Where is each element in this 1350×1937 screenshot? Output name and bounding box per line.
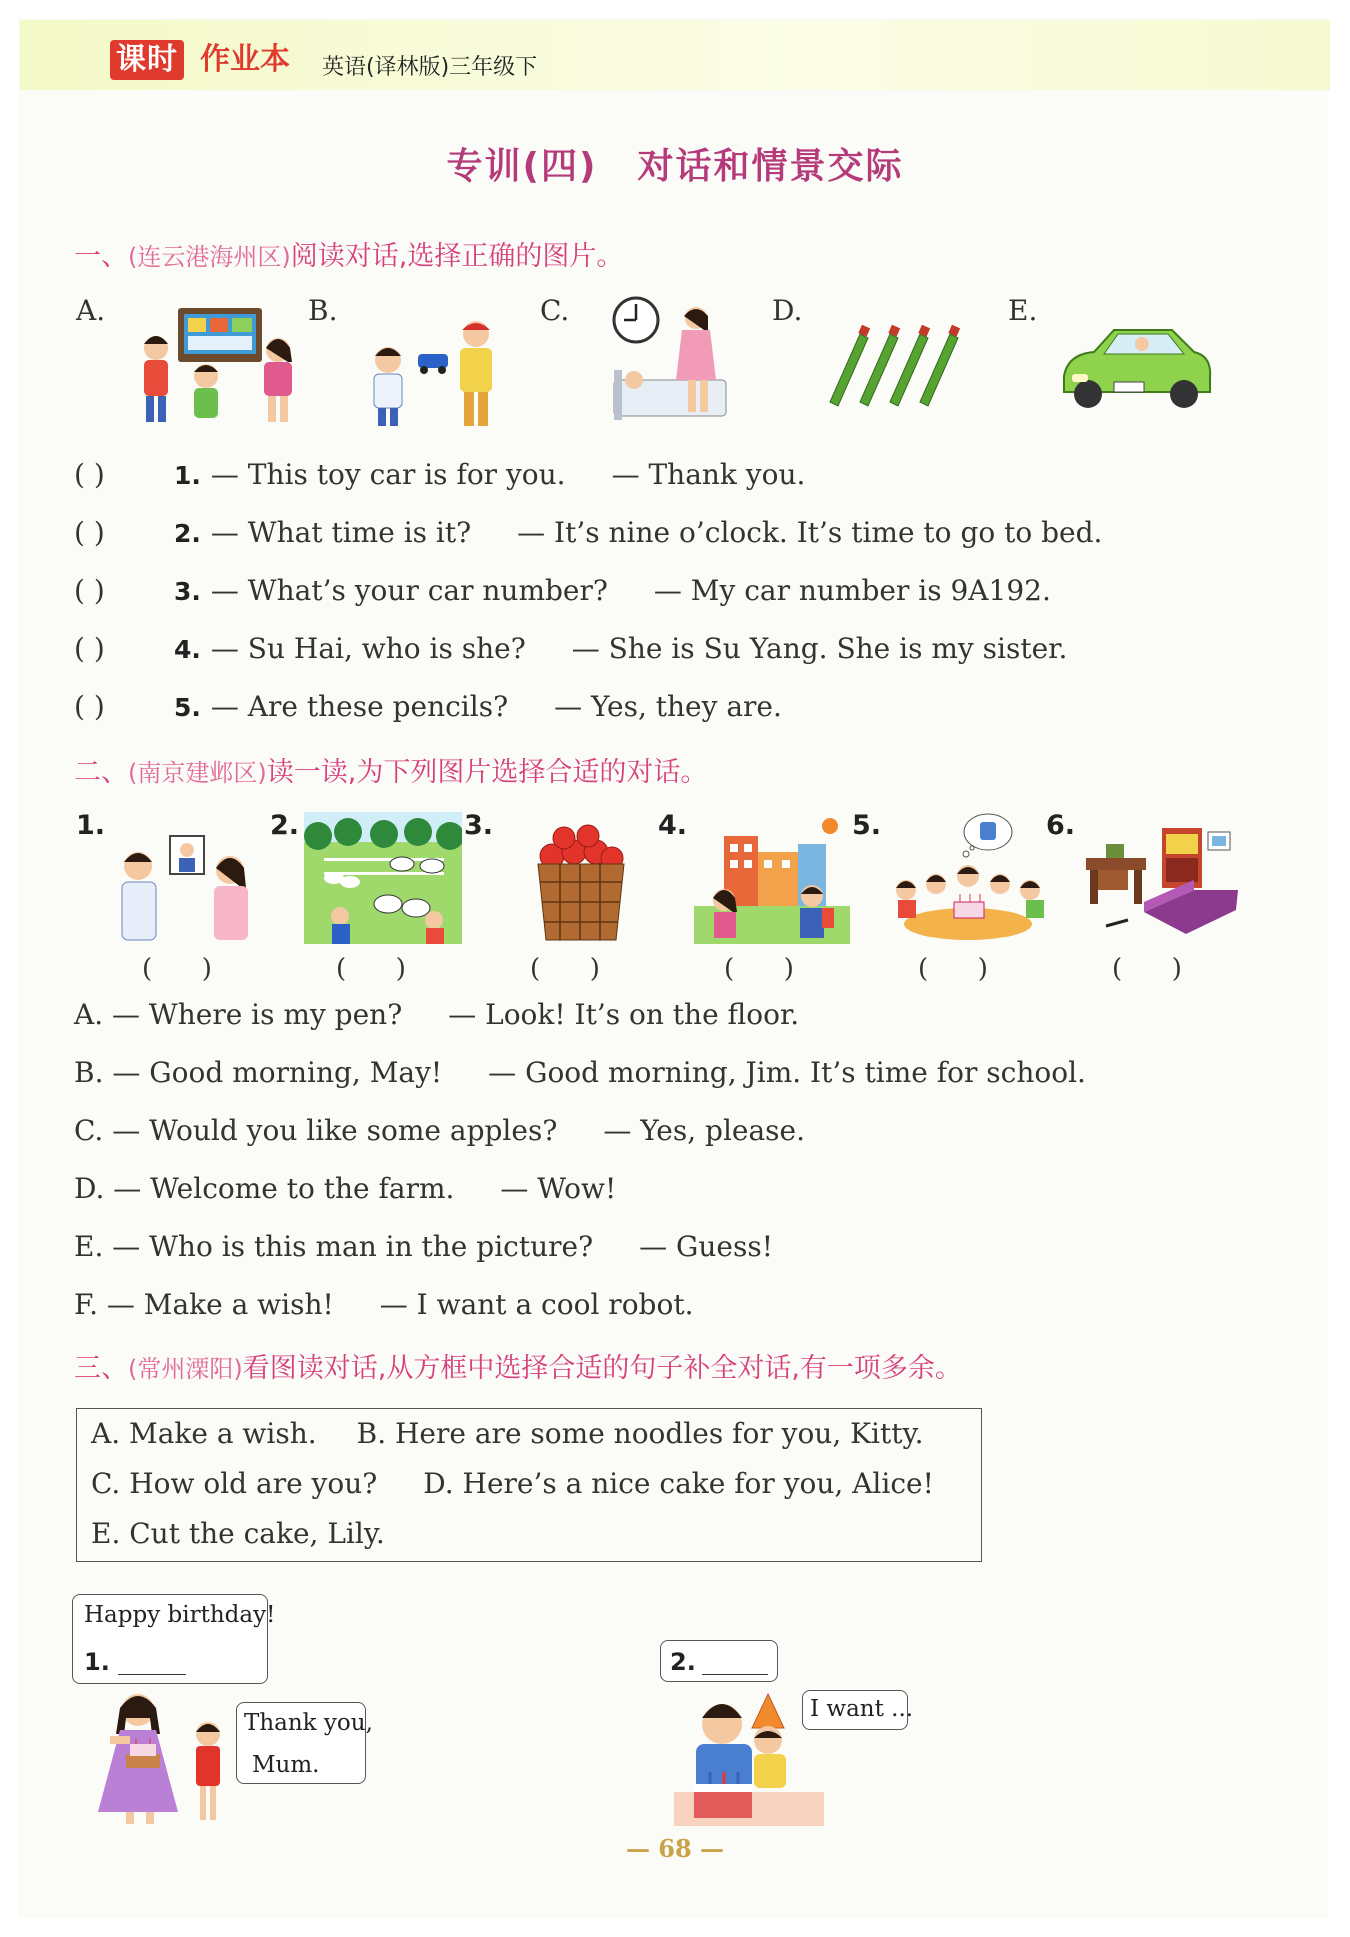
page-title <box>0 138 1350 189</box>
picture-label-a: A. <box>76 294 106 327</box>
answer-blank-2[interactable]: ( ) <box>74 516 105 549</box>
s2-answer-blank-3[interactable]: ( ) <box>530 954 600 984</box>
scene1-bubble-text: Happy birthday! <box>84 1602 276 1628</box>
s2-picture-2-farm <box>304 812 462 944</box>
s2-answer-blank-6[interactable]: ( ) <box>1112 954 1182 984</box>
picture-label-e: E. <box>1008 294 1038 327</box>
picture-label-b: B. <box>308 294 338 327</box>
scene2-answer-line[interactable] <box>702 1674 768 1675</box>
scene1-mother-and-girl-with-cake <box>96 1690 246 1826</box>
sentence-option-box <box>76 1408 982 1562</box>
s2-picture-1-photo-guess <box>110 826 270 944</box>
answer-blank-5[interactable]: ( ) <box>74 690 105 723</box>
s2-option-e: E. — Who is this man in the picture? — Guess! <box>74 1230 773 1263</box>
s2-option-f: F. — Make a wish! — I want a cool robot. <box>74 1288 694 1321</box>
scene1-blank-num: 1. <box>84 1648 110 1676</box>
answer-blank-3[interactable]: ( ) <box>74 574 105 607</box>
answer-blank-4[interactable]: ( ) <box>74 632 105 665</box>
s1-question-4: ( ) 4. — Su Hai, who is she? — She is Su Yang. She is my sister. <box>74 632 1068 665</box>
title-right: 对话和情景交际 <box>637 146 904 187</box>
scene1-reply-line2: Mum. <box>252 1752 320 1778</box>
s2-option-d: D. — Welcome to the farm. — Wow! <box>74 1172 617 1205</box>
s2-picture-4-school-morning <box>694 816 850 944</box>
s2-picture-num-1: 1. <box>76 810 106 841</box>
s1-question-1: ( ) 1. — This toy car is for you. — Thank you. <box>74 458 806 491</box>
picture-a-kids-at-board <box>128 300 308 428</box>
picture-b-giving-toy-car <box>358 308 508 428</box>
s2-picture-5-birthday-wish <box>888 812 1048 944</box>
picture-label-d: D. <box>772 294 803 327</box>
picture-label-c: C. <box>540 294 570 327</box>
book-subtitle: 英语(译林版)三年级下 <box>322 55 538 80</box>
section1-heading: 一、(连云港海州区)阅读对话,选择正确的图片。 <box>74 241 624 272</box>
picture-d-pencils <box>820 320 980 410</box>
scene1-reply-line1: Thank you, <box>244 1710 373 1736</box>
picture-e-green-car <box>1056 316 1216 416</box>
section2-heading: 二、(南京建邺区)读一读,为下列图片选择合适的对话。 <box>74 757 708 788</box>
s2-picture-num-6: 6. <box>1046 810 1076 841</box>
section1-region: (连云港海州区) <box>128 243 291 271</box>
scene1-answer-line[interactable] <box>118 1674 186 1675</box>
title-left: 专训(四) <box>446 146 598 187</box>
scene2-reply-text: I want ... <box>810 1696 914 1722</box>
picture-c-bedtime-clock <box>612 294 742 424</box>
s2-picture-num-3: 3. <box>464 810 494 841</box>
section3-heading: 三、(常州溧阳)看图读对话,从方框中选择合适的句子补全对话,有一项多余。 <box>74 1353 962 1384</box>
s2-answer-blank-1[interactable]: ( ) <box>142 954 212 984</box>
s2-picture-num-2: 2. <box>270 810 300 841</box>
s2-option-a: A. — Where is my pen? — Look! It’s on the floor. <box>74 998 800 1031</box>
logo-text: 作业本 <box>200 42 290 77</box>
option-box-row-2: C. How old are you? D. Here’s a nice cake for you, Alice! <box>91 1467 934 1500</box>
s2-answer-blank-5[interactable]: ( ) <box>918 954 988 984</box>
s1-question-5: ( ) 5. — Are these pencils? — Yes, they are. <box>74 690 782 723</box>
s2-answer-blank-2[interactable]: ( ) <box>336 954 406 984</box>
s2-picture-6-room-pen-floor <box>1082 808 1242 944</box>
answer-blank-1[interactable]: ( ) <box>74 458 105 491</box>
page-number: — 68 — <box>625 1834 725 1863</box>
section3-region: (常州溧阳) <box>128 1355 243 1383</box>
section2-region: (南京建邺区) <box>128 759 267 787</box>
s2-answer-blank-4[interactable]: ( ) <box>724 954 794 984</box>
logo-highlight: 课时 <box>110 40 184 80</box>
s2-option-b: B. — Good morning, May! — Good morning, Jim. It’s time for school. <box>74 1056 1086 1089</box>
s2-picture-num-5: 5. <box>852 810 882 841</box>
option-box-row-1: A. Make a wish. B. Here are some noodles for you, Kitty. <box>91 1417 924 1450</box>
s2-picture-3-apple-basket <box>530 822 630 944</box>
s1-question-2: ( ) 2. — What time is it? — It’s nine o’clock. It’s time to go to bed. <box>74 516 1103 549</box>
s2-option-c: C. — Would you like some apples? — Yes, please. <box>74 1114 806 1147</box>
option-box-row-3: E. Cut the cake, Lily. <box>91 1517 385 1550</box>
scene2-blank-num: 2. <box>670 1648 696 1676</box>
s2-picture-num-4: 4. <box>658 810 688 841</box>
s1-question-3: ( ) 3. — What’s your car number? — My car number is 9A192. <box>74 574 1051 607</box>
